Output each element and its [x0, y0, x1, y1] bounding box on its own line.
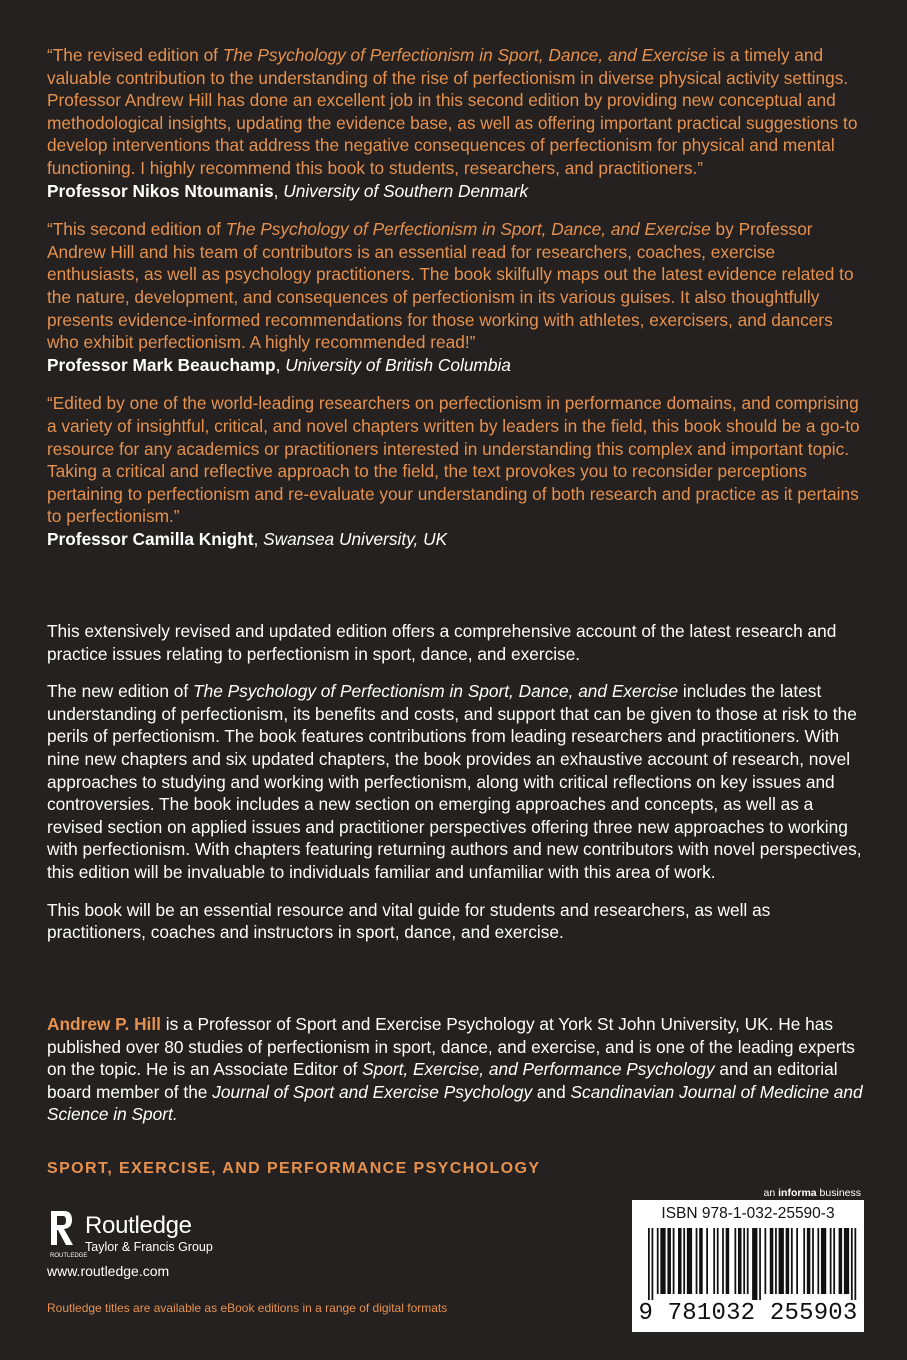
isbn-label: ISBN 978-1-032-25590-3 [661, 1205, 835, 1222]
barcode-bar [812, 1228, 814, 1294]
barcode-bar [699, 1228, 703, 1294]
barcode-bar [673, 1228, 675, 1294]
endorsement-attribution-1: Professor Nikos Ntoumanis, University of Southern Denmark [47, 180, 529, 201]
routledge-logo-icon [47, 1207, 88, 1261]
barcode-bar [687, 1228, 692, 1294]
barcode-bar [786, 1228, 790, 1294]
barcode-bar [817, 1228, 819, 1294]
publisher-name: Routledge [85, 1212, 192, 1239]
description-paragraph-2: The new edition of The Psychology of Perfectionism in Sport, Dance, and Exercise includes the latest understanding of perfectionism, its benefits and costs, and support that can be given to those at risk to the perils of perfectionism. The book features contributions from leading researchers and practitioners. With nine new chapters and six updated chapters, the book provides an exhaustive account of research, novel approaches to studying and working with perfectionism, along with critical reflections on key issues and controversies. The book includes a new section on emerging approaches and concepts, as well as a revised section on applied issues and practitioner perspectives offering three new approaches to working with perfectionism. With chapters featuring returning authors and new contributors with novel perspectives, this edition will be invaluable to individuals familiar and unfamiliar with this area of work. [47, 681, 862, 882]
publisher-url[interactable]: www.routledge.com [47, 1263, 170, 1279]
book-description [47, 620, 867, 959]
barcode-bar [726, 1228, 730, 1294]
barcode-bar [752, 1228, 757, 1300]
barcode-bar [764, 1228, 766, 1294]
barcode-bar [851, 1228, 853, 1300]
isbn-barcode-box [632, 1200, 864, 1332]
barcode-bar [743, 1228, 745, 1294]
barcode-bar [734, 1228, 736, 1294]
svg-text:ROUTLEDGE: ROUTLEDGE [50, 1253, 88, 1259]
barcode-bar [706, 1228, 708, 1294]
barcode-bar [678, 1228, 682, 1294]
barcode-bar [844, 1228, 849, 1294]
barcode-icon [646, 1228, 862, 1300]
description-paragraph-3: This book will be an essential resource and vital guide for students and researchers, as well as practitioners, coaches and instructors in sport, dance, and exercise. [47, 899, 771, 943]
endorsement-quote-2: “This second edition of The Psychology of Perfectionism in Sport, Dance, and Exercise by Professor Andrew Hill and his team of contributors is an essential read for researchers, coaches, exercise enthusiasts, as well as psychology practitioners. The book skilfully maps out the latest evidence related to the nature, development, and consequences of perfectionism in its various guises. It also thoughtfully presents evidence-informed recommendations for those working with athletes, exercisers, and dancers who exhibit perfectionism. A highly recommended read!” [47, 219, 854, 353]
endorsement-quote-3: “Edited by one of the world-leading researchers on perfectionism in performance domains, and comprising a variety of insightful, critical, and novel chapters written by leaders in the field, this book should be a go-to resource for any academics or practitioners interested in understanding this complex and important topic. Taking a critical and reflective approach to the field, the text provokes you to reconsider perceptions pertaining to perfectionism and re-evaluate your understanding of both research and practice as it pertains to perfectionism.” [47, 393, 860, 527]
publisher-logo [47, 1207, 213, 1261]
barcode-digits: 9 781032 255903 [638, 1300, 858, 1327]
barcode-bar [803, 1228, 805, 1294]
barcode-bar [807, 1228, 811, 1294]
barcode-bar [775, 1228, 777, 1294]
barcode-bar [722, 1228, 724, 1294]
ebook-note: Routledge titles are available as eBook editions in a range of digital formats [47, 1301, 448, 1315]
publisher-group: Taylor & Francis Group [85, 1240, 213, 1254]
author-bio: Andrew P. Hill is a Professor of Sport and Exercise Psychology at York St John University, UK. He has published over 80 studies of perfectionism in sport, dance, and exercise, and is one of the leading experts on the topic. He is an Associate Editor of Sport, Exercise, and Performance Psychology and an editorial board member of the Journal of Sport and Exercise Psychology and Scandinavian Journal of Medicine and Science in Sport. [47, 1014, 863, 1125]
barcode-bar [696, 1228, 698, 1294]
endorsement-attribution-3: Professor Camilla Knight, Swansea University, UK [47, 528, 448, 549]
barcode-bar [854, 1228, 856, 1300]
barcode-bar [796, 1228, 798, 1294]
barcode-bar [839, 1228, 843, 1294]
barcode-bar [759, 1228, 761, 1300]
barcode-bar [717, 1228, 719, 1294]
barcode-bar [791, 1228, 793, 1294]
barcode-bar [657, 1228, 659, 1294]
barcode-bar [652, 1228, 654, 1300]
barcode-bar [770, 1228, 774, 1294]
barcode-bar [648, 1228, 650, 1300]
author-name: Andrew P. Hill [47, 1014, 161, 1034]
barcode-bar [821, 1228, 826, 1294]
endorsements [47, 44, 867, 566]
barcode-bar [833, 1228, 835, 1294]
barcode-bar [747, 1228, 749, 1294]
barcode-bar [660, 1228, 665, 1294]
barcode-bar [738, 1228, 742, 1294]
description-paragraph-1: This extensively revised and updated edition offers a comprehensive account of the latest research and practice issues relating to perfectionism in sport, dance, and exercise. [47, 621, 837, 664]
informa-tagline: an informa business [763, 1187, 861, 1199]
barcode-bar [667, 1228, 671, 1294]
endorsement-quote-1: “The revised edition of The Psychology of Perfectionism in Sport, Dance, and Exercise is a timely and valuable contribution to the understanding of the rise of perfectionism in diverse physical activity settings. Professor Andrew Hill has done an excellent job in this second edition by providing new conceptual and methodological insights, updating the evidence base, as well as offering important practical suggestions to develop interventions that address the negative consequences of perfectionism for physical and mental functioning. I highly recommend this book to students, researchers, and practitioners.” [47, 45, 858, 178]
barcode-bar [713, 1228, 715, 1294]
endorsement-attribution-2: Professor Mark Beauchamp, University of British Columbia [47, 354, 511, 375]
barcode-bar [779, 1228, 784, 1294]
barcode-bar [830, 1228, 832, 1294]
barcode-bar [683, 1228, 685, 1294]
series-title: SPORT, EXERCISE, AND PERFORMANCE PSYCHOLOGY [47, 1160, 541, 1177]
